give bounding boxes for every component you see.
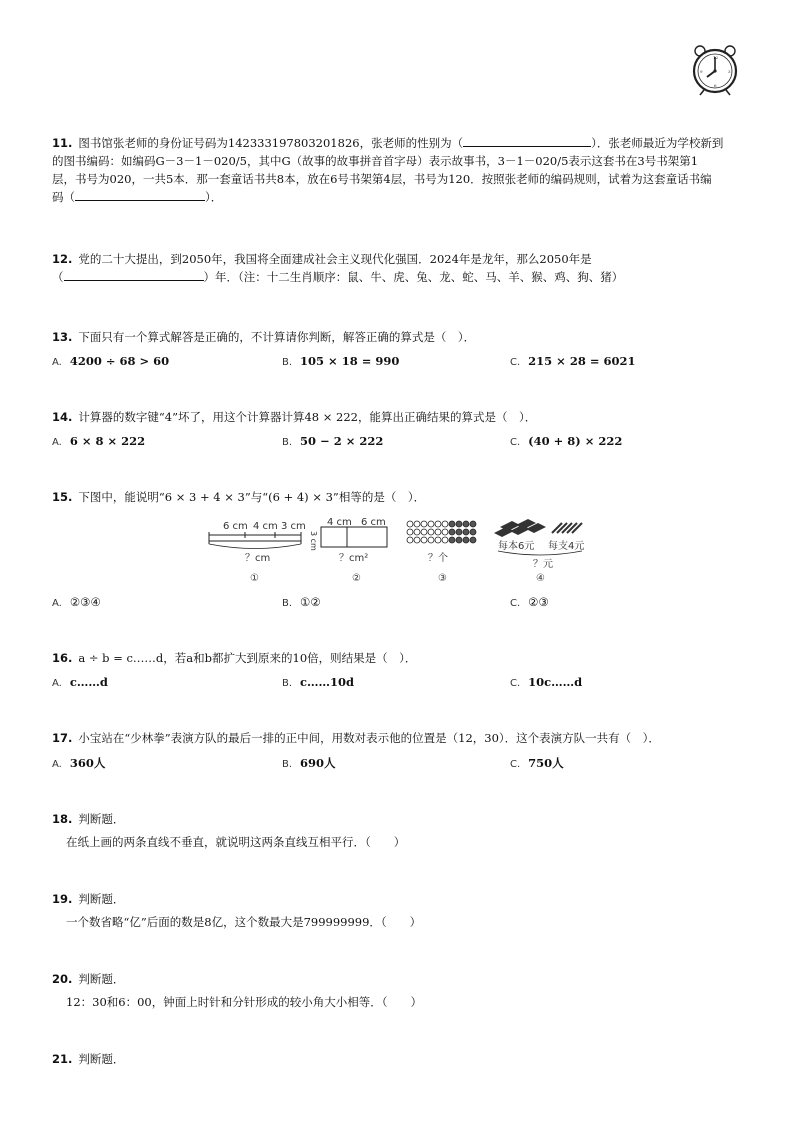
fig4-question: ？元 [533, 559, 553, 570]
question-19: 19. 判断题． [52, 892, 125, 906]
fig2-question: ？cm² [339, 553, 369, 564]
q19-statement: 一个数省略“亿”后面的数是8亿，这个数最大是799999999．（ ） [66, 915, 422, 929]
q13-options [52, 354, 752, 372]
fig4-label-book: 每本6元 [498, 541, 535, 552]
bead [435, 521, 441, 527]
question-13: 13. 下面只有一个算式解答是正确的，不计算请你判断，解答正确的算式是（ ）． [52, 330, 476, 344]
question-18: 18. 判断题． [52, 812, 125, 826]
question-11 [52, 134, 752, 206]
option-b[interactable]: B. 50 − 2 × 222 [282, 434, 384, 448]
fig4-number: ④ [536, 573, 545, 584]
q12-line2: （ ）年．（注：十二生肖顺序：鼠、牛、虎、兔、龙、蛇、马、羊、猴、鸡、狗、猪） [52, 270, 624, 284]
svg-text:9: 9 [700, 69, 703, 74]
option-a[interactable]: A. c……d [52, 675, 108, 689]
answer-blank[interactable] [75, 188, 205, 201]
option-b[interactable]: B. c……10d [282, 675, 355, 689]
q12-line1: 12. 党的二十大提出，到2050年，我国将全面建成社会主义现代化强国．2024年是龙年，那么2050年是 [52, 252, 592, 266]
option-c[interactable]: C. ②③ [510, 595, 549, 609]
fig2-number: ② [352, 573, 361, 584]
question-20: 20. 判断题． [52, 972, 125, 986]
bead [407, 521, 413, 527]
option-a[interactable]: A. 6 × 8 × 222 [52, 434, 146, 448]
q15-options [52, 595, 752, 613]
bead [442, 521, 448, 527]
bead [449, 529, 455, 535]
bead [435, 529, 441, 535]
q16-options [52, 675, 752, 693]
bead [442, 537, 448, 543]
fig2-label-6cm: 6 cm [361, 517, 386, 528]
bead [463, 537, 469, 543]
q18-statement: 在纸上画的两条直线不垂直，就说明这两条直线互相平行．（ ） [66, 835, 406, 849]
q14-options [52, 434, 752, 452]
fig1-number: ① [250, 573, 259, 584]
option-c[interactable]: C. 10c……d [510, 675, 583, 689]
question-17: 17. 小宝站在“少林拳”表演方队的最后一排的正中间，用数对表示他的位置是（12，30）．这个表演方队一共有（ ）． [52, 731, 660, 745]
fig4-label-pen: 每支4元 [548, 541, 585, 552]
option-c[interactable]: C. 750人 [510, 756, 564, 770]
option-c[interactable]: C. (40 + 8) × 222 [510, 434, 623, 448]
bead [470, 521, 476, 527]
bead [449, 537, 455, 543]
bead [456, 529, 462, 535]
q11-line1: 11. 图书馆张老师的身份证号码为142333197803201826，张老师的性别为（ ）．张老师最近为学校新到 [52, 136, 724, 150]
bead [449, 521, 455, 527]
bead [463, 521, 469, 527]
option-a[interactable]: A. 360人 [52, 756, 106, 770]
alarm-clock-icon [690, 44, 740, 96]
bead [407, 529, 413, 535]
option-c[interactable]: C. 215 × 28 = 6021 [510, 354, 636, 368]
fig1-label-3cm: 3 cm [281, 521, 306, 532]
q20-statement: 12：30和6：00，钟面上时针和分针形成的较小角大小相等．（ ） [66, 995, 422, 1009]
bead [407, 537, 413, 543]
bead [428, 529, 434, 535]
question-21: 21. 判断题． [52, 1052, 125, 1066]
option-a[interactable]: A. ②③④ [52, 595, 101, 609]
q17-options [52, 755, 752, 773]
bead [421, 529, 427, 535]
bead [442, 529, 448, 535]
fig1-label-4cm: 4 cm [253, 521, 278, 532]
fig1-label-6cm: 6 cm [223, 521, 248, 532]
figure-3-beads [405, 519, 485, 549]
option-a[interactable]: A. 4200 ÷ 68 > 60 [52, 354, 170, 368]
fig3-question: ？个 [428, 553, 448, 564]
fig2-label-side: 3 cm [309, 531, 318, 551]
fig1-question: ？cm [245, 553, 271, 564]
answer-blank[interactable] [64, 268, 204, 281]
option-b[interactable]: B. 690人 [282, 756, 336, 770]
bead [428, 537, 434, 543]
option-b[interactable]: B. ①② [282, 595, 321, 609]
bead [421, 537, 427, 543]
bead [428, 521, 434, 527]
bead [414, 537, 420, 543]
q11-line2: 的图书编码：如编码G－3－1－020/5，其中G（故事的故事拼音首字母）表示故事书，3－1－020/5表示这套书在3号书架第1 [52, 154, 699, 168]
option-b[interactable]: B. 105 × 18 = 990 [282, 354, 400, 368]
fig3-number: ③ [438, 573, 447, 584]
question-16: 16. a ÷ b = c……d，若a和b都扩大到原来的10倍，则结果是（ ）． [52, 651, 417, 665]
svg-text:12: 12 [713, 55, 719, 60]
q11-line4: 码（ ）． [52, 190, 223, 204]
svg-text:6: 6 [714, 83, 717, 88]
fig2-label-4cm: 4 cm [327, 517, 352, 528]
bead [463, 529, 469, 535]
bead [414, 521, 420, 527]
question-15: 15. 下图中，能说明“6 × 3 + 4 × 3”与“(6 + 4) × 3”相等的是（ ）． [52, 490, 426, 504]
bead [456, 521, 462, 527]
bead [470, 537, 476, 543]
bead [435, 537, 441, 543]
bead [421, 521, 427, 527]
question-14: 14. 计算器的数字键“4”坏了，用这个计算器计算48 × 222，能算出正确结果的算式是（ ）． [52, 410, 537, 424]
bead [414, 529, 420, 535]
svg-text:3: 3 [728, 69, 731, 74]
question-12 [52, 250, 752, 286]
q11-line3: 层，书号为020，一共5本．那一套童话书共8本，放在6号书架第4层，书号为120．按照张老师的编码规则，试着为这套童话书编 [52, 172, 712, 186]
bead [456, 537, 462, 543]
q15-figures [205, 513, 625, 585]
bead [470, 529, 476, 535]
answer-blank[interactable] [463, 134, 591, 147]
